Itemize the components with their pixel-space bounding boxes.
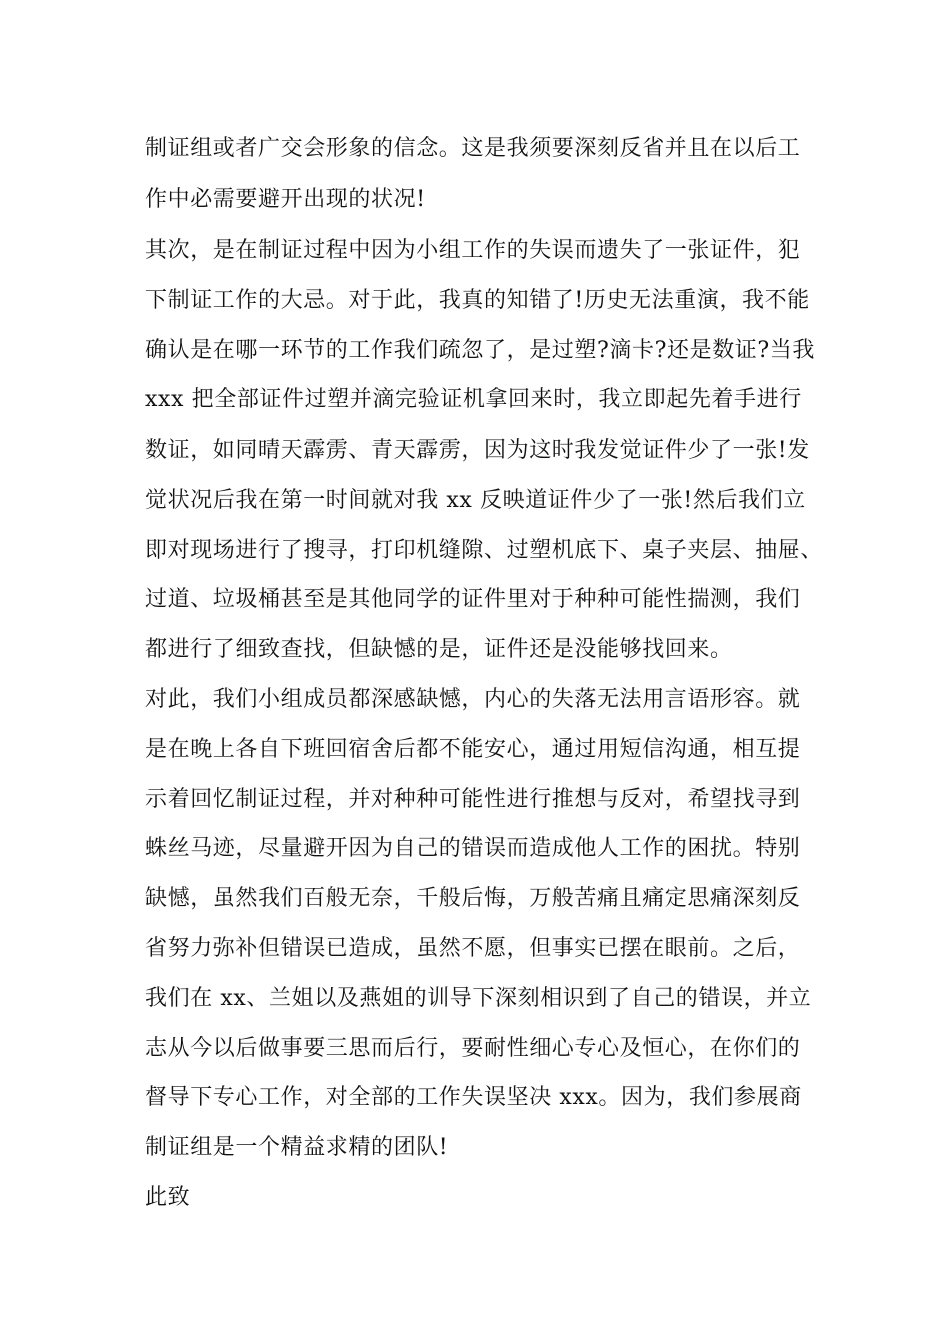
text-line: 对此，我们小组成员都深感缺憾，内心的失落无法用言语形容。就 [145, 687, 801, 712]
text-line: 确认是在哪一环节的工作我们疏忽了，是过塑?滴卡?还是数证?当我 [145, 338, 815, 363]
text-line: 下制证工作的大忌。对于此，我真的知错了!历史无法重演，我不能 [145, 288, 810, 313]
text-line: 我们在 xx、兰姐以及燕姐的训导下深刻相识到了自己的错误，并立 [145, 986, 812, 1011]
text-line: 缺憾，虽然我们百般无奈，千般后悔，万般苦痛且痛定思痛深刻反 [145, 886, 801, 911]
text-line: xxx 把全部证件过塑并滴完验证机拿回来时，我立即起先着手进行 [145, 387, 802, 412]
text-line: 示着回忆制证过程，并对种种可能性进行推想与反对，希望找寻到 [145, 787, 801, 812]
text-line: 制证组或者广交会形象的信念。这是我须要深刻反省并且在以后工 [145, 136, 801, 161]
text-line: 是在晚上各自下班回宿舍后都不能安心，通过用短信沟通，相互提 [145, 737, 801, 762]
text-line: 省努力弥补但错误已造成，虽然不愿，但事实已摆在眼前。之后， [145, 936, 801, 961]
text-line: 数证，如同晴天霹雳、青天霹雳，因为这时我发觉证件少了一张!发 [145, 438, 810, 463]
closing-salutation: 此致 [145, 1185, 191, 1210]
text-line: 过道、垃圾桶甚至是其他同学的证件里对于种种可能性揣测，我们 [145, 587, 801, 612]
text-line: 督导下专心工作，对全部的工作失误坚决 xxx。因为，我们参展商 [145, 1085, 802, 1110]
text-line: 制证组是一个精益求精的团队! [145, 1135, 449, 1160]
text-line: 蛛丝马迹，尽量避开因为自己的错误而造成他人工作的困扰。特别 [145, 836, 801, 861]
text-line: 志从今以后做事要三思而后行，要耐性细心专心及恒心，在你们的 [145, 1036, 801, 1061]
text-line: 都进行了细致查找，但缺憾的是，证件还是没能够找回来。 [145, 637, 733, 662]
text-line: 作中必需要避开出现的状况! [145, 187, 426, 212]
text-line: 觉状况后我在第一时间就对我 xx 反映道证件少了一张!然后我们立 [145, 488, 806, 513]
text-line: 其次，是在制证过程中因为小组工作的失误而遗失了一张证件，犯 [145, 238, 801, 263]
text-line: 即对现场进行了搜寻，打印机缝隙、过塑机底下、桌子夹层、抽屉、 [145, 538, 824, 563]
